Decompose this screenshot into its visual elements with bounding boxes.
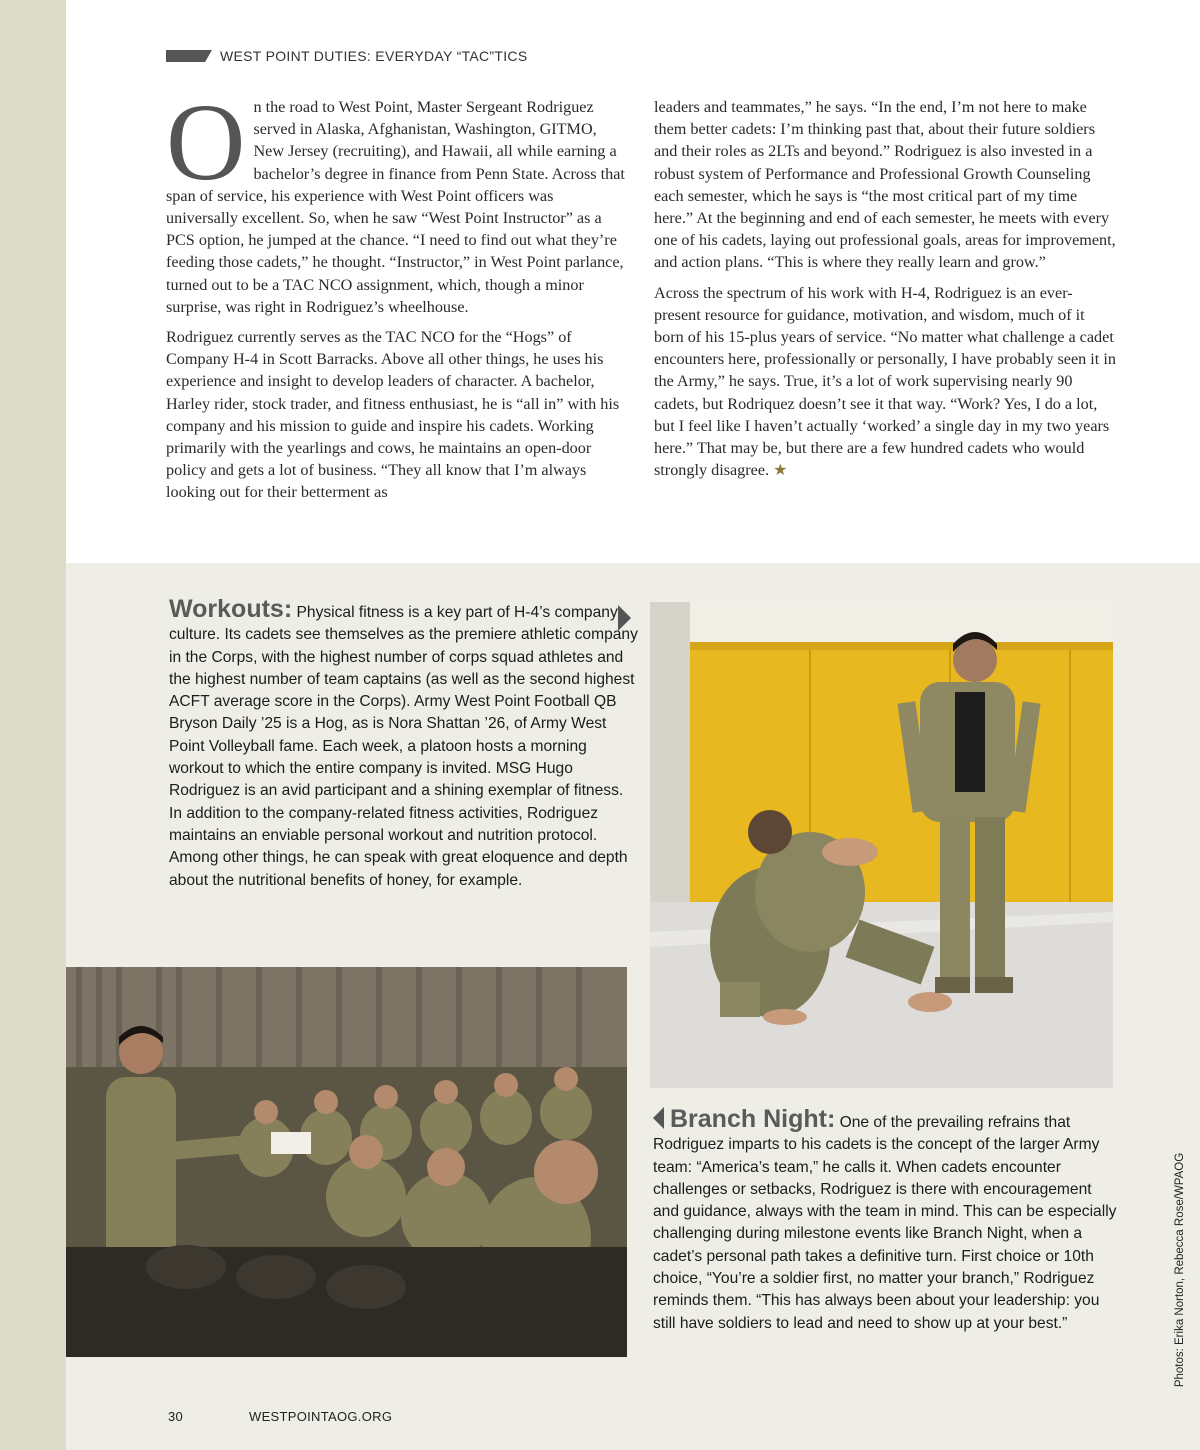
workouts-body: Physical fitness is a key part of H-4’s company culture. Its cadets see themselves as the premiere athletic company in the Corps, with the highest number of corps squad athletes and the highest number of team captains (as well as the second highest ACFT average score in the Corps). Army West Point Football QB Bryson Daily ’25 is a Hog, as is Nora Shattan ’26, of Army West Point Volleyball fame. Each week, a platoon hosts a morning workout to which the entire company is invited. MSG Hugo Rodriguez is an avid participant and a shining exemplar of fitness. In addition to the company-related fitness activities, Rodriguez maintains an enviable personal workout and nutrition protocol. Among other things, he can speak with great eloquence and depth about the nutritional benefits of honey, for example. xyxy=(169,604,638,889)
footer-site: WESTPOINTAOG.ORG xyxy=(249,1409,393,1424)
page-number: 30 xyxy=(168,1409,184,1424)
workouts-heading: Workouts: xyxy=(169,595,293,623)
article-column-right xyxy=(654,96,1118,489)
branch-night-sidebar xyxy=(653,1107,1118,1335)
photo-combatives-training xyxy=(650,602,1113,1088)
article-paragraph-3: leaders and teammates,” he says. “In the end, I’m not here to make them better cadets: I’m thinking past that, about their future soldiers and their roles as 2LTs and beyond.” Rodriguez is also invested in a robust system of Performance and Professional Growth Counseling each semester, which he says is “the most critical part of my time here.” At the beginning and end of each semester, he meets with every one of his cadets, laying out professional goals, areas for improvement, and action plans. “This is where they really learn and grow.” xyxy=(654,98,1116,272)
workouts-sidebar xyxy=(169,595,639,892)
photo-branch-night-auditorium xyxy=(66,967,627,1357)
article-paragraph-2: Rodriguez currently serves as the TAC NCO for the “Hogs” of Company H-4 in Scott Barracks. Above all other things, he uses his experience and insight to develop leaders of character. A bachelor, Harley rider, stock trader, and fitness enthusiast, he is “all in” with his company and his mission to guide and inspire his cadets. Working primarily with the yearlings and cows, he maintains an open-door policy and gets a lot of business. “They all know that I’m always looking out for their betterment as xyxy=(166,328,620,502)
arrow-left-icon xyxy=(653,1107,664,1129)
article-paragraph-4 xyxy=(654,282,1118,482)
section-header xyxy=(166,46,527,66)
article-paragraph-1-text: n the road to West Point, Master Sergeant Rodriguez served in Alaska, Afghanistan, Washington, GITMO, New Jersey (recruiting), and Hawaii, all while earning a bachelor’s degree in finance from Penn State. Across that span of service, his experience with West Point officers was universally excellent. So, when he saw “West Point Instructor” as a PCS option, he jumped at the chance. “I need to find out what they’re feeding those cadets,” he thought. “Instructor,” in West Point parlance, turned out to be a TAC NCO assignment, which, though a minor surprise, was right in Rodriguez’s wheelhouse. xyxy=(166,98,625,316)
branch-night-heading: Branch Night: xyxy=(670,1105,836,1133)
article-paragraph-4-text: Across the spectrum of his work with H-4, Rodriguez is an ever-present resource for guidance, motivation, and wisdom, much of it born of his 15-plus years of service. “No matter what challenge a cadet encounters here, professionally or personally, I have probably seen it in the Army,” he says. True, it’s a lot of work supervising nearly 90 cadets, but Rodriquez doesn’t see it that way. “Work? Yes, I do a lot, but I feel like I haven’t actually ‘worked’ a single day in my two years here.” That may be, but there are a few hundred cadets who would strongly disagree. xyxy=(654,283,1116,480)
side-color-strip xyxy=(0,0,66,1450)
branch-night-body: One of the prevailing refrains that Rodriguez imparts to his cadets is the concept of the larger Army team: “America’s team,” he calls it. When cadets encounter challenges or setbacks, Rodriguez is there with encouragement and guidance, always with the team in mind. This can be especially challenging during milestone events like Branch Night, when a cadet’s personal path takes a definitive turn. First choice or 10th choice, “You’re a soldier first, no matter your branch,” Rodriguez reminds them. “This has always been about your leadership: you still have soldiers to lead and need to show up at your best.” xyxy=(653,1114,1117,1332)
end-star-icon: ★ xyxy=(773,461,788,480)
header-bar-graphic xyxy=(166,50,212,62)
arrow-right-icon xyxy=(618,605,631,631)
photo-credit-text: Photos: Erika Norton, Rebecca Rose/WPAOG xyxy=(1174,1152,1186,1388)
section-title: WEST POINT DUTIES: EVERYDAY “TAC”TICS xyxy=(220,48,528,64)
article-paragraph-1 xyxy=(166,81,628,318)
photo-credit xyxy=(1160,1150,1200,1390)
drop-cap: O xyxy=(166,81,246,203)
article-column-left xyxy=(166,81,628,512)
